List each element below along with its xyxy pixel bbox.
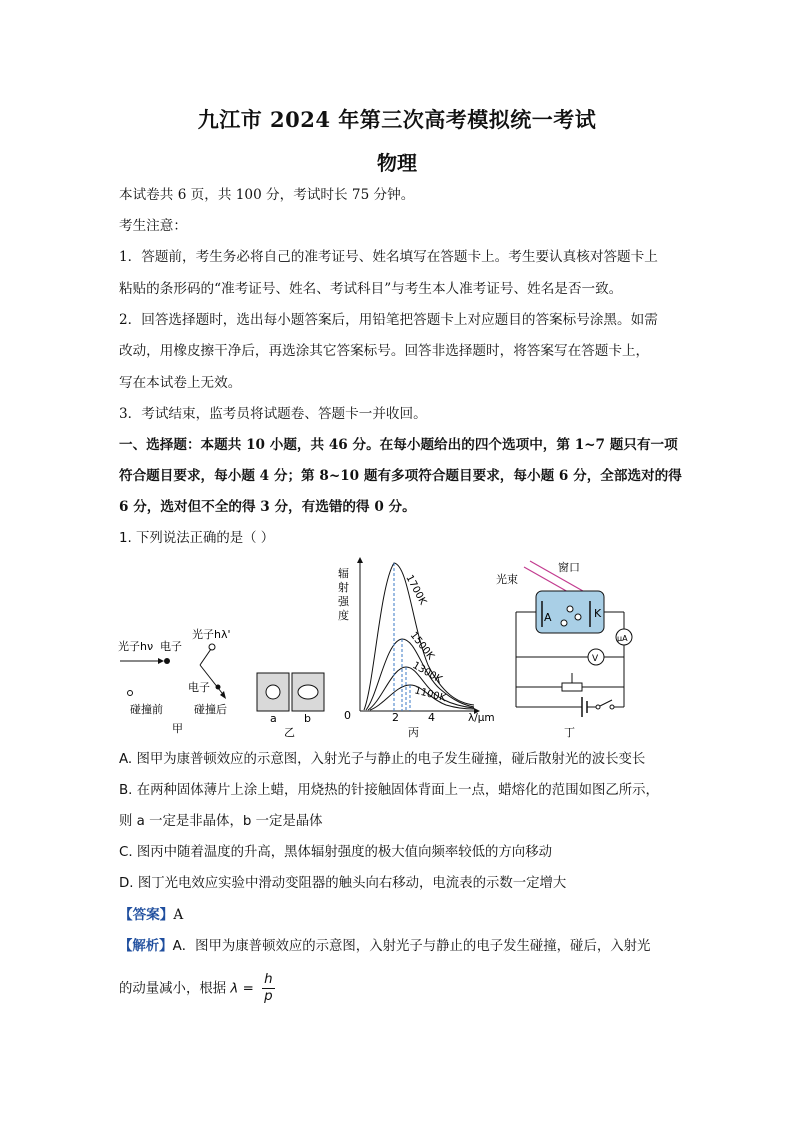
- figure-bing: [338, 557, 495, 739]
- jia-scattered-photon-label: 光子hλ': [192, 628, 231, 641]
- figure-jia: [118, 627, 231, 735]
- notice-3: 3．考试结束，监考员将试题卷、答题卡一并收回。: [119, 406, 427, 422]
- figure-yi: [257, 673, 324, 739]
- formula-denominator: p: [264, 989, 273, 1004]
- jia-caption: 甲: [172, 722, 183, 735]
- option-b-line-2: 则 a 一定是非晶体，b 一定是晶体: [119, 814, 323, 829]
- option-b-line-1: B. 在两种固体薄片上涂上蜡，用烧热的针接触固体背面上一点，蜡熔化的范围如图乙所示，: [119, 783, 659, 798]
- notice-1-line-1: 1．答题前，考生务必将自己的准考证号、姓名填写在答题卡上。考生要认真核对答题卡上: [119, 249, 658, 265]
- yi-a-label: a: [270, 712, 277, 725]
- bing-xlabel: λ/μm: [468, 712, 495, 724]
- section-1-line-1: 一、选择题：本题共 10 小题，共 46 分。在每小题给出的四个选项中，第 1~7 题只有一项: [119, 437, 678, 453]
- bing-curve-1300k: 1300K: [410, 660, 444, 686]
- bing-ylabel-4: 度: [338, 609, 349, 622]
- bing-tick-2: 2: [392, 711, 399, 724]
- subject-title: 物理: [377, 151, 417, 175]
- ding-beam-label: 光束: [496, 573, 518, 586]
- bing-ylabel-1: 辐: [338, 567, 349, 580]
- yi-caption: 乙: [284, 726, 295, 739]
- jia-recoil-electron-label: 电子: [188, 681, 210, 694]
- ding-cathode-label: K: [594, 607, 602, 620]
- analysis-tag: 【解析】: [119, 939, 173, 954]
- jia-electron-label: 电子: [160, 640, 182, 653]
- bing-curve-1700k: 1700K: [403, 573, 429, 607]
- bing-caption: 丙: [408, 726, 419, 739]
- question-1-figures: [112, 555, 682, 745]
- exam-info: 本试卷共 6 页，共 100 分，考试时长 75 分钟。: [119, 187, 415, 203]
- jia-photon-label: 光子hν: [118, 640, 154, 653]
- answer-value: A: [173, 907, 184, 923]
- bing-curve-1500k: 1500K: [407, 630, 437, 663]
- notice-2-line-2: 改动，用橡皮擦干净后，再选涂其它答案标号。回答非选择题时，将答案写在答题卡上，: [119, 343, 650, 359]
- section-1-line-3: 6 分，选对但不全的得 3 分，有选错的得 0 分。: [119, 499, 416, 515]
- notice-1-line-2: 粘贴的条形码的“准考证号、姓名、考试科目”与考生本人准考证号、姓名是否一致。: [119, 281, 623, 297]
- bing-ylabel-3: 强: [338, 595, 349, 608]
- bing-ylabel-2: 射: [338, 581, 349, 594]
- analysis-line-2: [119, 972, 275, 1005]
- formula-numerator: h: [264, 972, 273, 987]
- formula-fraction: [262, 972, 275, 1005]
- notice-heading: 考生注意：: [119, 218, 187, 234]
- ding-caption: 丁: [564, 726, 575, 739]
- exam-title: 九江市 2024 年第三次高考模拟统一考试: [197, 107, 597, 132]
- analysis-text-2: 的动量减小，根据: [119, 981, 227, 997]
- jia-after-label: 碰撞后: [194, 703, 227, 716]
- bing-origin: 0: [344, 709, 351, 722]
- formula-lhs: λ =: [230, 981, 254, 997]
- ding-window-label: 窗口: [558, 561, 580, 574]
- notice-2-line-3: 写在本试卷上无效。: [119, 375, 242, 391]
- notice-2-line-1: 2．回答选择题时，选出每小题答案后，用铅笔把答题卡上对应题目的答案标号涂黑。如需: [119, 312, 658, 328]
- bing-curve-1100k: 1100K: [413, 685, 447, 705]
- bing-tick-4: 4: [428, 711, 435, 724]
- question-1-stem: 1. 下列说法正确的是（ ）: [119, 531, 275, 546]
- ding-anode-label: A: [544, 611, 552, 624]
- analysis-text-1: A．图甲为康普顿效应的示意图，入射光子与静止的电子发生碰撞，碰后，入射光: [172, 939, 651, 954]
- section-1-line-2: 符合题目要求，每小题 4 分；第 8~10 题有多项符合题目要求，每小题 6 分，全部选对的得: [119, 468, 682, 484]
- answer-line: [119, 906, 183, 924]
- option-d: D. 图丁光电效应实验中滑动变阻器的触头向右移动，电流表的示数一定增大: [119, 876, 567, 891]
- yi-b-label: b: [304, 712, 311, 725]
- answer-tag: 【答案】: [119, 907, 174, 923]
- option-a: A. 图甲为康普顿效应的示意图，入射光子与静止的电子发生碰撞，碰后散射光的波长变长: [119, 752, 646, 767]
- option-c: C. 图丙中随着温度的升高，黑体辐射强度的极大值向频率较低的方向移动: [119, 845, 552, 860]
- analysis-line-1: [119, 938, 650, 956]
- jia-before-label: 碰撞前: [130, 703, 163, 716]
- ding-voltmeter-label: V: [592, 654, 599, 664]
- figure-ding: [496, 560, 632, 739]
- ding-ammeter-label: μA: [617, 634, 628, 643]
